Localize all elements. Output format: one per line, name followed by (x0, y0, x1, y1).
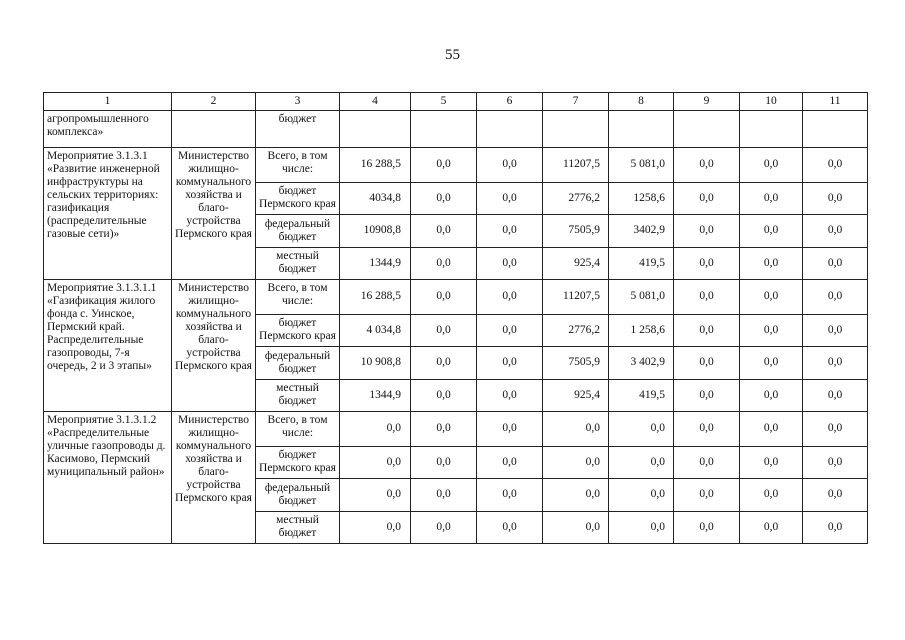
value-cell: 0,0 (411, 412, 477, 447)
executor-cell: Министерство жилищно-коммунального хозяйства и благо-устройства Пермского края (172, 412, 256, 544)
value-cell: 0,0 (674, 148, 740, 183)
value-cell: 0,0 (477, 347, 543, 380)
column-number: 5 (411, 93, 477, 111)
value-cell: 1258,6 (609, 182, 674, 215)
column-number-row (44, 93, 868, 111)
value-cell (477, 111, 543, 148)
value-cell: 0,0 (674, 280, 740, 315)
value-cell: 0,0 (477, 182, 543, 215)
value-cell: 0,0 (740, 379, 803, 412)
value-cell: 0,0 (740, 347, 803, 380)
column-number: 3 (256, 93, 340, 111)
executor-cell: Министерство жилищно-коммунального хозяйства и благо-устройства Пермского края (172, 280, 256, 412)
value-cell: 0,0 (740, 148, 803, 183)
continuation-row (44, 111, 868, 148)
value-cell: 10 908,8 (340, 347, 411, 380)
value-cell: 0,0 (740, 446, 803, 479)
value-cell: 0,0 (411, 511, 477, 544)
value-cell: 0,0 (674, 215, 740, 248)
value-cell: 0,0 (477, 280, 543, 315)
value-cell: 0,0 (477, 148, 543, 183)
value-cell: 0,0 (740, 247, 803, 280)
value-cell: 0,0 (674, 347, 740, 380)
funding-source-cell: местный бюджет (256, 247, 340, 280)
value-cell: 1 258,6 (609, 314, 674, 347)
value-cell: 2776,2 (543, 182, 609, 215)
value-cell: 0,0 (609, 446, 674, 479)
value-cell: 0,0 (411, 247, 477, 280)
event-cell: агропромышленного комплекса» (44, 111, 172, 148)
value-cell: 4 034,8 (340, 314, 411, 347)
column-number: 11 (803, 93, 868, 111)
column-number: 6 (477, 93, 543, 111)
value-cell: 0,0 (543, 446, 609, 479)
value-cell (543, 111, 609, 148)
value-cell: 0,0 (543, 479, 609, 512)
value-cell: 0,0 (740, 412, 803, 447)
value-cell: 0,0 (803, 379, 868, 412)
value-cell: 0,0 (477, 511, 543, 544)
value-cell: 0,0 (477, 247, 543, 280)
value-cell: 0,0 (411, 182, 477, 215)
funding-source-cell: федеральный бюджет (256, 479, 340, 512)
funding-source-cell: Всего, в том числе: (256, 280, 340, 315)
value-cell: 0,0 (803, 247, 868, 280)
executor-cell (172, 111, 256, 148)
value-cell: 0,0 (340, 446, 411, 479)
value-cell: 0,0 (803, 182, 868, 215)
value-cell: 0,0 (477, 479, 543, 512)
funding-source-cell: Всего, в том числе: (256, 148, 340, 183)
value-cell: 10908,8 (340, 215, 411, 248)
value-cell: 11207,5 (543, 280, 609, 315)
value-cell: 0,0 (674, 479, 740, 512)
value-cell: 0,0 (340, 412, 411, 447)
column-number: 7 (543, 93, 609, 111)
value-cell: 0,0 (340, 511, 411, 544)
funding-source-cell: местный бюджет (256, 379, 340, 412)
table-body (44, 93, 868, 544)
value-cell: 0,0 (740, 280, 803, 315)
value-cell: 0,0 (477, 314, 543, 347)
column-number: 1 (44, 93, 172, 111)
value-cell: 4034,8 (340, 182, 411, 215)
value-cell (740, 111, 803, 148)
event-cell: Мероприятие 3.1.3.1 «Развитие инженерной инфраструктуры на сельских территориях: газификация (распределительные газовые сети)» (44, 148, 172, 280)
value-cell: 0,0 (803, 215, 868, 248)
value-cell: 0,0 (674, 412, 740, 447)
funding-source-cell: местный бюджет (256, 511, 340, 544)
value-cell: 1344,9 (340, 379, 411, 412)
column-number: 9 (674, 93, 740, 111)
value-cell: 0,0 (411, 215, 477, 248)
value-cell: 419,5 (609, 247, 674, 280)
value-cell (609, 111, 674, 148)
value-cell: 0,0 (411, 479, 477, 512)
value-cell: 0,0 (674, 511, 740, 544)
value-cell: 0,0 (740, 182, 803, 215)
value-cell: 0,0 (411, 379, 477, 412)
value-cell: 0,0 (411, 446, 477, 479)
value-cell: 0,0 (411, 314, 477, 347)
value-cell (674, 111, 740, 148)
value-cell: 0,0 (740, 314, 803, 347)
value-cell: 0,0 (803, 347, 868, 380)
funding-source-cell: бюджет Пермского края (256, 446, 340, 479)
value-cell: 3402,9 (609, 215, 674, 248)
column-number: 8 (609, 93, 674, 111)
funding-source-cell: Всего, в том числе: (256, 412, 340, 447)
value-cell: 11207,5 (543, 148, 609, 183)
value-cell: 0,0 (477, 412, 543, 447)
table-row (44, 280, 868, 315)
value-cell: 925,4 (543, 379, 609, 412)
column-number: 4 (340, 93, 411, 111)
value-cell: 0,0 (674, 314, 740, 347)
budget-table (43, 92, 868, 544)
value-cell: 0,0 (803, 148, 868, 183)
value-cell: 419,5 (609, 379, 674, 412)
value-cell: 0,0 (477, 379, 543, 412)
value-cell: 0,0 (609, 412, 674, 447)
value-cell: 7505,9 (543, 215, 609, 248)
value-cell: 0,0 (674, 446, 740, 479)
funding-source-cell: бюджет (256, 111, 340, 148)
value-cell: 0,0 (803, 412, 868, 447)
funding-source-cell: бюджет Пермского края (256, 182, 340, 215)
value-cell (411, 111, 477, 148)
value-cell: 5 081,0 (609, 280, 674, 315)
table-row (44, 148, 868, 183)
column-number: 10 (740, 93, 803, 111)
value-cell: 925,4 (543, 247, 609, 280)
value-cell: 5 081,0 (609, 148, 674, 183)
value-cell: 0,0 (411, 148, 477, 183)
value-cell: 0,0 (543, 511, 609, 544)
value-cell (340, 111, 411, 148)
value-cell: 0,0 (740, 215, 803, 248)
value-cell: 0,0 (674, 379, 740, 412)
funding-source-cell: федеральный бюджет (256, 215, 340, 248)
value-cell: 0,0 (543, 412, 609, 447)
value-cell: 0,0 (740, 479, 803, 512)
value-cell: 16 288,5 (340, 148, 411, 183)
value-cell: 7505,9 (543, 347, 609, 380)
funding-source-cell: федеральный бюджет (256, 347, 340, 380)
funding-source-cell: бюджет Пермского края (256, 314, 340, 347)
value-cell: 0,0 (803, 511, 868, 544)
value-cell: 0,0 (340, 479, 411, 512)
value-cell: 0,0 (609, 511, 674, 544)
value-cell: 0,0 (477, 446, 543, 479)
column-number: 2 (172, 93, 256, 111)
value-cell: 0,0 (740, 511, 803, 544)
value-cell (803, 111, 868, 148)
value-cell: 0,0 (803, 314, 868, 347)
value-cell: 3 402,9 (609, 347, 674, 380)
value-cell: 0,0 (803, 446, 868, 479)
value-cell: 16 288,5 (340, 280, 411, 315)
value-cell: 1344,9 (340, 247, 411, 280)
event-cell: Мероприятие 3.1.3.1.1 «Газификация жилого фонда с. Уинское, Пермский край. Распределительные газопроводы, 7-я очередь, 2 и 3 этапы» (44, 280, 172, 412)
executor-cell: Министерство жилищно-коммунального хозяйства и благо-устройства Пермского края (172, 148, 256, 280)
value-cell: 0,0 (674, 182, 740, 215)
event-cell: Мероприятие 3.1.3.1.2 «Распределительные уличные газопроводы д. Касимово, Пермский муниципальный район» (44, 412, 172, 544)
value-cell: 0,0 (803, 280, 868, 315)
value-cell: 0,0 (477, 215, 543, 248)
table-row (44, 412, 868, 447)
value-cell: 0,0 (411, 280, 477, 315)
value-cell: 0,0 (674, 247, 740, 280)
page-number: 55 (445, 47, 460, 63)
value-cell: 0,0 (411, 347, 477, 380)
value-cell: 2776,2 (543, 314, 609, 347)
value-cell: 0,0 (609, 479, 674, 512)
value-cell: 0,0 (803, 479, 868, 512)
